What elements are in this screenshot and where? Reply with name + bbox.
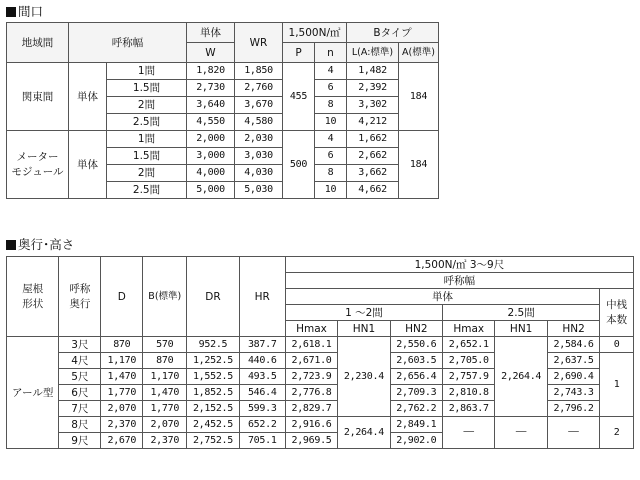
- wr-cell: 2,760: [235, 80, 283, 97]
- header-l-standard: L(A:標準): [347, 43, 399, 63]
- b-cell: 570: [143, 337, 187, 353]
- hr-cell: 599.3: [239, 401, 285, 417]
- dr-cell: 2,152.5: [187, 401, 239, 417]
- l-cell: 2,662: [347, 148, 399, 165]
- header-n: n: [315, 43, 347, 63]
- header-depth-line-2: 奥行: [69, 297, 91, 310]
- d-cell: 2,370: [101, 417, 143, 433]
- region-cell: [7, 131, 69, 199]
- n-cell: 10: [315, 182, 347, 199]
- kind-cell: 単体: [69, 63, 107, 131]
- b-cell: 1,470: [143, 385, 187, 401]
- width-name-cell: 2間: [107, 97, 187, 114]
- hmax1-cell: 2,916.6: [285, 417, 337, 433]
- l-cell: 1,662: [347, 131, 399, 148]
- depth-cell: 5尺: [59, 369, 101, 385]
- n-cell: 4: [315, 131, 347, 148]
- d-cell: 1,170: [101, 353, 143, 369]
- header-p: P: [283, 43, 315, 63]
- dr-cell: 2,452.5: [187, 417, 239, 433]
- header-roof-line-2: 形状: [22, 297, 44, 310]
- w-cell: 3,000: [187, 148, 235, 165]
- header-nominal-width: 呼称幅: [285, 273, 633, 289]
- wr-cell: 4,030: [235, 165, 283, 182]
- section-title-frontage: [6, 4, 43, 20]
- section-title-text: 間口: [18, 4, 44, 19]
- hn2-2-cell: 2,796.2: [547, 401, 599, 417]
- d-cell: 870: [101, 337, 143, 353]
- header-load: 1,500N/㎡ 3～9尺: [285, 257, 633, 273]
- hn2-2-cell: 2,637.5: [547, 353, 599, 369]
- width-name-cell: 2.5間: [107, 182, 187, 199]
- d-cell: 1,770: [101, 385, 143, 401]
- header-nominal-width: 呼称幅: [69, 23, 187, 63]
- header-wr: WR: [235, 23, 283, 63]
- square-bullet-icon: [6, 240, 16, 250]
- hr-cell: 652.2: [239, 417, 285, 433]
- section-title-depth-height: [6, 237, 74, 253]
- header-hr: HR: [239, 257, 285, 337]
- b-cell: 2,070: [143, 417, 187, 433]
- depth-cell: 7尺: [59, 401, 101, 417]
- depth-cell: 3尺: [59, 337, 101, 353]
- header-range-1-2: 1 ～2間: [285, 305, 442, 321]
- header-depth-line-1: 呼称: [69, 282, 91, 295]
- hn2-1-cell: 2,550.6: [390, 337, 442, 353]
- mid-rail-cell: 0: [600, 337, 634, 353]
- hmax2-cell: 2,705.0: [443, 353, 495, 369]
- w-cell: 4,550: [187, 114, 235, 131]
- header-btype: Bタイプ: [347, 23, 439, 43]
- hr-cell: 705.1: [239, 433, 285, 449]
- roof-type-cell: アール型: [7, 337, 59, 449]
- hmax1-cell: 2,671.0: [285, 353, 337, 369]
- hmax2-cell: 2,810.8: [443, 385, 495, 401]
- b-cell: 2,370: [143, 433, 187, 449]
- hmax2-dash-cell: －: [443, 417, 495, 449]
- w-cell: 3,640: [187, 97, 235, 114]
- hn1-1-cell: 2,264.4: [338, 417, 390, 449]
- depth-cell: 4尺: [59, 353, 101, 369]
- wr-cell: 1,850: [235, 63, 283, 80]
- mid-rail-cell: 2: [600, 417, 634, 449]
- hmax1-cell: 2,829.7: [285, 401, 337, 417]
- p-cell: 500: [283, 131, 315, 199]
- depth-cell: 8尺: [59, 417, 101, 433]
- wr-cell: 4,580: [235, 114, 283, 131]
- header-a-standard: A(標準): [399, 43, 439, 63]
- b-cell: 1,770: [143, 401, 187, 417]
- hmax2-cell: 2,863.7: [443, 401, 495, 417]
- region-cell: 関東間: [7, 63, 69, 131]
- dr-cell: 1,252.5: [187, 353, 239, 369]
- dr-cell: 1,852.5: [187, 385, 239, 401]
- mid-rail-cell: 1: [600, 353, 634, 417]
- n-cell: 6: [315, 148, 347, 165]
- header-roof-shape: [7, 257, 59, 337]
- dr-cell: 1,552.5: [187, 369, 239, 385]
- header-hmax: Hmax: [443, 321, 495, 337]
- header-load: 1,500N/㎡: [283, 23, 347, 43]
- width-name-cell: 1.5間: [107, 148, 187, 165]
- hr-cell: 493.5: [239, 369, 285, 385]
- hmax1-cell: 2,776.8: [285, 385, 337, 401]
- hn2-1-cell: 2,709.3: [390, 385, 442, 401]
- hmax1-cell: 2,618.1: [285, 337, 337, 353]
- w-cell: 4,000: [187, 165, 235, 182]
- b-cell: 1,170: [143, 369, 187, 385]
- hn2-1-cell: 2,902.0: [390, 433, 442, 449]
- section-title-text: 奥行･高さ: [18, 237, 75, 252]
- header-w: W: [187, 43, 235, 63]
- table-row: [7, 337, 634, 353]
- hn2-2-cell: 2,690.4: [547, 369, 599, 385]
- width-name-cell: 2.5間: [107, 114, 187, 131]
- l-cell: 3,662: [347, 165, 399, 182]
- a-cell: 184: [399, 131, 439, 199]
- depth-cell: 9尺: [59, 433, 101, 449]
- header-unit: 単体: [187, 23, 235, 43]
- wr-cell: 3,030: [235, 148, 283, 165]
- width-name-cell: 1.5間: [107, 80, 187, 97]
- width-name-cell: 1間: [107, 131, 187, 148]
- hmax2-cell: 2,652.1: [443, 337, 495, 353]
- hn1-1-cell: 2,230.4: [338, 337, 390, 417]
- l-cell: 1,482: [347, 63, 399, 80]
- n-cell: 8: [315, 97, 347, 114]
- dr-cell: 2,752.5: [187, 433, 239, 449]
- b-cell: 870: [143, 353, 187, 369]
- d-cell: 2,670: [101, 433, 143, 449]
- n-cell: 6: [315, 80, 347, 97]
- n-cell: 4: [315, 63, 347, 80]
- table-row: [7, 131, 439, 148]
- hmax1-cell: 2,969.5: [285, 433, 337, 449]
- header-mid-rail-count: [600, 289, 634, 337]
- kind-cell: 単体: [69, 131, 107, 199]
- hmax1-cell: 2,723.9: [285, 369, 337, 385]
- wr-cell: 3,670: [235, 97, 283, 114]
- header-hn2: HN2: [547, 321, 599, 337]
- wr-cell: 2,030: [235, 131, 283, 148]
- l-cell: 4,662: [347, 182, 399, 199]
- d-cell: 2,070: [101, 401, 143, 417]
- header-hmax: Hmax: [285, 321, 337, 337]
- header-nominal-depth: [59, 257, 101, 337]
- p-cell: 455: [283, 63, 315, 131]
- header-hn1: HN1: [495, 321, 547, 337]
- dr-cell: 952.5: [187, 337, 239, 353]
- hmax2-cell: 2,757.9: [443, 369, 495, 385]
- a-cell: 184: [399, 63, 439, 131]
- d-cell: 1,470: [101, 369, 143, 385]
- n-cell: 10: [315, 114, 347, 131]
- header-roof-line-1: 屋根: [22, 282, 44, 295]
- hn2-2-cell: 2,743.3: [547, 385, 599, 401]
- width-name-cell: 2間: [107, 165, 187, 182]
- hn1-2-cell: 2,264.4: [495, 337, 547, 417]
- hr-cell: 546.4: [239, 385, 285, 401]
- l-cell: 3,302: [347, 97, 399, 114]
- hr-cell: 440.6: [239, 353, 285, 369]
- square-bullet-icon: [6, 7, 16, 17]
- w-cell: 5,000: [187, 182, 235, 199]
- hn2-1-cell: 2,603.5: [390, 353, 442, 369]
- hn2-2-cell: 2,584.6: [547, 337, 599, 353]
- header-region: 地域間: [7, 23, 69, 63]
- hn2-1-cell: 2,849.1: [390, 417, 442, 433]
- l-cell: 4,212: [347, 114, 399, 131]
- header-d: D: [101, 257, 143, 337]
- w-cell: 2,000: [187, 131, 235, 148]
- header-hn2: HN2: [390, 321, 442, 337]
- depth-cell: 6尺: [59, 385, 101, 401]
- w-cell: 2,730: [187, 80, 235, 97]
- header-b-standard: B(標準): [143, 257, 187, 337]
- table-row: [7, 63, 439, 80]
- hn2-2-dash-cell: －: [547, 417, 599, 449]
- region-line-1: メーター: [16, 150, 59, 163]
- header-unit: 単体: [285, 289, 599, 305]
- n-cell: 8: [315, 165, 347, 182]
- header-dr: DR: [187, 257, 239, 337]
- header-mid-line-1: 中桟: [606, 298, 628, 311]
- hr-cell: 387.7: [239, 337, 285, 353]
- hn2-1-cell: 2,656.4: [390, 369, 442, 385]
- header-range-2-5: 2.5間: [443, 305, 600, 321]
- l-cell: 2,392: [347, 80, 399, 97]
- header-hn1: HN1: [338, 321, 390, 337]
- table-row: [7, 417, 634, 433]
- header-mid-line-2: 本数: [606, 313, 628, 326]
- frontage-table: [6, 22, 439, 199]
- hn2-1-cell: 2,762.2: [390, 401, 442, 417]
- width-name-cell: 1間: [107, 63, 187, 80]
- wr-cell: 5,030: [235, 182, 283, 199]
- region-line-2: モジュール: [11, 165, 64, 178]
- depth-height-table: [6, 256, 634, 449]
- w-cell: 1,820: [187, 63, 235, 80]
- hn1-2-dash-cell: －: [495, 417, 547, 449]
